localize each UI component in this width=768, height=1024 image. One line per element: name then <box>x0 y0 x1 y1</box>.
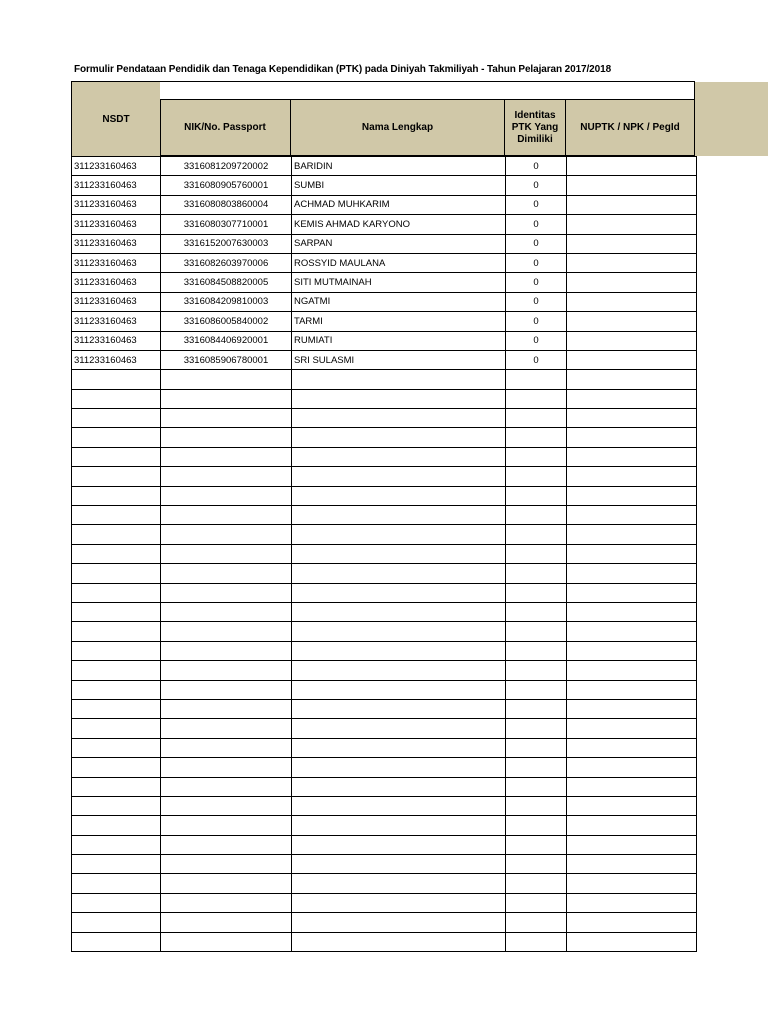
cell-identitas <box>506 389 567 408</box>
table-row-empty <box>72 544 697 563</box>
cell-nuptk <box>567 215 697 234</box>
table-row-empty <box>72 699 697 718</box>
cell-nik <box>161 641 292 660</box>
table-row-empty <box>72 796 697 815</box>
cell-nuptk <box>567 835 697 854</box>
cell-nsdt <box>72 583 161 602</box>
cell-identitas <box>506 835 567 854</box>
cell-nama <box>292 913 506 932</box>
cell-nuptk <box>567 874 697 893</box>
cell-nama <box>292 447 506 466</box>
cell-nama <box>292 564 506 583</box>
ptk-table-body <box>72 157 697 952</box>
cell-nuptk <box>567 409 697 428</box>
cell-nuptk <box>567 641 697 660</box>
cell-nama <box>292 486 506 505</box>
cell-identitas: 0 <box>506 331 567 350</box>
cell-nuptk <box>567 816 697 835</box>
cell-nsdt: 311233160463 <box>72 176 161 195</box>
cell-nuptk <box>567 622 697 641</box>
cell-nik: 3316084209810003 <box>161 292 292 311</box>
cell-nama <box>292 641 506 660</box>
header-nsdt: NSDT <box>71 81 161 157</box>
form-title: Formulir Pendataan Pendidik dan Tenaga Kependidikan (PTK) pada Diniyah Takmiliyah - Tahun Pelajaran 2017/2018 <box>74 64 612 75</box>
cell-nuptk <box>567 661 697 680</box>
cell-nsdt <box>72 874 161 893</box>
cell-identitas <box>506 525 567 544</box>
cell-nsdt <box>72 893 161 912</box>
cell-identitas <box>506 467 567 486</box>
cell-nama: KEMIS AHMAD KARYONO <box>292 215 506 234</box>
cell-identitas: 0 <box>506 273 567 292</box>
cell-nsdt <box>72 855 161 874</box>
cell-nik <box>161 525 292 544</box>
cell-nik <box>161 486 292 505</box>
cell-nsdt <box>72 622 161 641</box>
cell-nsdt <box>72 370 161 389</box>
cell-nama <box>292 370 506 389</box>
cell-nsdt <box>72 699 161 718</box>
ptk-table <box>71 156 697 952</box>
cell-nuptk <box>567 719 697 738</box>
table-row-empty <box>72 409 697 428</box>
table-row <box>72 215 697 234</box>
table-row <box>72 234 697 253</box>
cell-nuptk <box>567 253 697 272</box>
cell-nsdt <box>72 486 161 505</box>
table-row-empty <box>72 777 697 796</box>
cell-nsdt <box>72 602 161 621</box>
cell-identitas <box>506 428 567 447</box>
cell-nsdt <box>72 719 161 738</box>
table-row-empty <box>72 622 697 641</box>
cell-nik <box>161 738 292 757</box>
cell-nama <box>292 738 506 757</box>
cell-nsdt <box>72 913 161 932</box>
cell-nsdt <box>72 428 161 447</box>
cell-identitas <box>506 777 567 796</box>
cell-identitas <box>506 602 567 621</box>
cell-nik <box>161 758 292 777</box>
cell-nik <box>161 447 292 466</box>
cell-nsdt <box>72 661 161 680</box>
cell-nuptk <box>567 467 697 486</box>
cell-identitas <box>506 486 567 505</box>
cell-nama <box>292 758 506 777</box>
cell-nama <box>292 544 506 563</box>
cell-identitas <box>506 661 567 680</box>
cell-nsdt <box>72 796 161 815</box>
cell-nsdt: 311233160463 <box>72 312 161 331</box>
cell-nsdt <box>72 525 161 544</box>
cell-nama <box>292 719 506 738</box>
cell-nsdt: 311233160463 <box>72 195 161 214</box>
cell-nsdt: 311233160463 <box>72 273 161 292</box>
table-row-empty <box>72 835 697 854</box>
cell-nuptk <box>567 544 697 563</box>
table-row <box>72 157 697 176</box>
cell-nama <box>292 506 506 525</box>
cell-identitas <box>506 719 567 738</box>
cell-nik <box>161 544 292 563</box>
cell-nik <box>161 506 292 525</box>
cell-identitas <box>506 796 567 815</box>
cell-nsdt <box>72 447 161 466</box>
cell-identitas <box>506 680 567 699</box>
cell-nik <box>161 602 292 621</box>
cell-identitas: 0 <box>506 234 567 253</box>
cell-nik <box>161 564 292 583</box>
cell-nsdt <box>72 409 161 428</box>
cell-identitas <box>506 932 567 951</box>
cell-nuptk <box>567 195 697 214</box>
cell-nuptk <box>567 370 697 389</box>
cell-nama: ROSSYID MAULANA <box>292 253 506 272</box>
cell-nik <box>161 719 292 738</box>
cell-nuptk <box>567 273 697 292</box>
cell-nuptk <box>567 796 697 815</box>
cell-nama <box>292 602 506 621</box>
cell-identitas <box>506 893 567 912</box>
cell-nuptk <box>567 855 697 874</box>
cell-nama <box>292 661 506 680</box>
cell-nuptk <box>567 157 697 176</box>
cell-nik: 3316084406920001 <box>161 331 292 350</box>
cell-nama: RUMIATI <box>292 331 506 350</box>
cell-nama: SITI MUTMAINAH <box>292 273 506 292</box>
cell-nik <box>161 855 292 874</box>
cell-nama <box>292 893 506 912</box>
table-row <box>72 331 697 350</box>
cell-identitas: 0 <box>506 350 567 369</box>
cell-identitas: 0 <box>506 176 567 195</box>
table-row <box>72 350 697 369</box>
cell-nama <box>292 816 506 835</box>
cell-nsdt <box>72 777 161 796</box>
cell-nik <box>161 835 292 854</box>
table-row-empty <box>72 874 697 893</box>
cell-identitas: 0 <box>506 253 567 272</box>
cell-nuptk <box>567 699 697 718</box>
cell-nuptk <box>567 758 697 777</box>
cell-nsdt <box>72 564 161 583</box>
header-identitas: Identitas PTK Yang Dimiliki <box>505 100 566 156</box>
cell-nuptk <box>567 506 697 525</box>
cell-identitas <box>506 447 567 466</box>
table-row-empty <box>72 738 697 757</box>
cell-identitas <box>506 409 567 428</box>
cell-nik <box>161 583 292 602</box>
cell-nik <box>161 428 292 447</box>
cell-nuptk <box>567 428 697 447</box>
cell-nama: BARIDIN <box>292 157 506 176</box>
table-row-empty <box>72 525 697 544</box>
cell-nik: 3316080307710001 <box>161 215 292 234</box>
cell-nuptk <box>567 602 697 621</box>
cell-identitas: 0 <box>506 195 567 214</box>
cell-nsdt <box>72 816 161 835</box>
cell-identitas <box>506 583 567 602</box>
table-row <box>72 312 697 331</box>
cell-nik: 3316082603970006 <box>161 253 292 272</box>
cell-nama <box>292 680 506 699</box>
cell-nama <box>292 874 506 893</box>
cell-nik <box>161 467 292 486</box>
table-row-empty <box>72 855 697 874</box>
cell-nsdt <box>72 835 161 854</box>
cell-nama <box>292 525 506 544</box>
cell-nik <box>161 622 292 641</box>
cell-nuptk <box>567 234 697 253</box>
table-row-empty <box>72 758 697 777</box>
cell-nsdt: 311233160463 <box>72 292 161 311</box>
table-row-empty <box>72 583 697 602</box>
cell-nik <box>161 409 292 428</box>
cell-nik <box>161 893 292 912</box>
cell-nama <box>292 622 506 641</box>
cell-nik <box>161 680 292 699</box>
cell-nuptk <box>567 486 697 505</box>
cell-nama: SARPAN <box>292 234 506 253</box>
cell-nuptk <box>567 389 697 408</box>
cell-nuptk <box>567 447 697 466</box>
table-row-empty <box>72 370 697 389</box>
cell-nik: 3316080803860004 <box>161 195 292 214</box>
cell-nsdt <box>72 641 161 660</box>
cell-identitas: 0 <box>506 292 567 311</box>
cell-nuptk <box>567 680 697 699</box>
cell-nuptk <box>567 932 697 951</box>
cell-identitas: 0 <box>506 215 567 234</box>
cell-identitas <box>506 506 567 525</box>
cell-nama: SUMBI <box>292 176 506 195</box>
cell-nik: 3316080905760001 <box>161 176 292 195</box>
table-row-empty <box>72 486 697 505</box>
table-row-empty <box>72 932 697 951</box>
cell-identitas <box>506 758 567 777</box>
cell-nuptk <box>567 312 697 331</box>
cell-nuptk <box>567 893 697 912</box>
cell-nuptk <box>567 564 697 583</box>
cell-identitas <box>506 544 567 563</box>
cell-nama <box>292 467 506 486</box>
cell-identitas <box>506 855 567 874</box>
table-row-empty <box>72 680 697 699</box>
table-row <box>72 176 697 195</box>
cell-nama <box>292 699 506 718</box>
cell-nik <box>161 796 292 815</box>
cell-nik <box>161 874 292 893</box>
cell-nama: NGATMI <box>292 292 506 311</box>
cell-nsdt: 311233160463 <box>72 331 161 350</box>
table-row-empty <box>72 913 697 932</box>
cell-nuptk <box>567 176 697 195</box>
cell-nama <box>292 835 506 854</box>
cell-nuptk <box>567 350 697 369</box>
cell-nsdt <box>72 758 161 777</box>
cell-nsdt: 311233160463 <box>72 253 161 272</box>
cell-nsdt <box>72 932 161 951</box>
table-row-empty <box>72 506 697 525</box>
cell-nama <box>292 855 506 874</box>
cell-identitas: 0 <box>506 157 567 176</box>
cell-identitas <box>506 699 567 718</box>
cell-nsdt: 311233160463 <box>72 215 161 234</box>
cell-nik: 3316086005840002 <box>161 312 292 331</box>
cell-nik <box>161 699 292 718</box>
header-blank-cell <box>160 82 695 100</box>
cell-nik: 3316085906780001 <box>161 350 292 369</box>
cell-nuptk <box>567 777 697 796</box>
cell-nama: TARMI <box>292 312 506 331</box>
cell-nik <box>161 661 292 680</box>
cell-nama <box>292 583 506 602</box>
cell-nik <box>161 932 292 951</box>
table-row-empty <box>72 661 697 680</box>
cell-nik <box>161 370 292 389</box>
cell-nik <box>161 389 292 408</box>
cell-identitas: 0 <box>506 312 567 331</box>
table-row-empty <box>72 893 697 912</box>
cell-nsdt <box>72 389 161 408</box>
table-row <box>72 253 697 272</box>
cell-identitas <box>506 738 567 757</box>
cell-nama: SRI SULASMI <box>292 350 506 369</box>
table-row-empty <box>72 641 697 660</box>
cell-nsdt <box>72 467 161 486</box>
cell-nama <box>292 428 506 447</box>
cell-nuptk <box>567 738 697 757</box>
table-row <box>72 195 697 214</box>
header-nik: NIK/No. Passport <box>160 100 291 156</box>
cell-nik: 3316084508820005 <box>161 273 292 292</box>
cell-nsdt: 311233160463 <box>72 157 161 176</box>
cell-nik: 3316152007630003 <box>161 234 292 253</box>
cell-nik <box>161 816 292 835</box>
cell-nsdt <box>72 738 161 757</box>
cell-nik: 3316081209720002 <box>161 157 292 176</box>
table-row <box>72 292 697 311</box>
cell-nama <box>292 389 506 408</box>
table-row-empty <box>72 602 697 621</box>
table-row-empty <box>72 564 697 583</box>
table-row <box>72 273 697 292</box>
table-row-empty <box>72 428 697 447</box>
cell-identitas <box>506 874 567 893</box>
cell-identitas <box>506 641 567 660</box>
cell-nuptk <box>567 331 697 350</box>
cell-nuptk <box>567 292 697 311</box>
cell-nsdt <box>72 680 161 699</box>
cell-identitas <box>506 913 567 932</box>
cell-nama: ACHMAD MUHKARIM <box>292 195 506 214</box>
cell-identitas <box>506 564 567 583</box>
table-row-empty <box>72 389 697 408</box>
table-row-empty <box>72 447 697 466</box>
cell-nik <box>161 913 292 932</box>
cell-nuptk <box>567 525 697 544</box>
cell-nuptk <box>567 583 697 602</box>
cell-nama <box>292 932 506 951</box>
cell-nsdt <box>72 544 161 563</box>
table-row-empty <box>72 467 697 486</box>
cell-nama <box>292 777 506 796</box>
cell-identitas <box>506 816 567 835</box>
cell-nsdt <box>72 506 161 525</box>
cell-identitas <box>506 622 567 641</box>
cell-nama <box>292 409 506 428</box>
table-row-empty <box>72 719 697 738</box>
cell-nsdt: 311233160463 <box>72 234 161 253</box>
table-row-empty <box>72 816 697 835</box>
cell-nama <box>292 796 506 815</box>
cell-nuptk <box>567 913 697 932</box>
cell-nik <box>161 777 292 796</box>
cell-nsdt: 311233160463 <box>72 350 161 369</box>
header-nuptk: NUPTK / NPK / PegId <box>566 100 695 156</box>
header-nama: Nama Lengkap <box>291 100 505 156</box>
cell-identitas <box>506 370 567 389</box>
